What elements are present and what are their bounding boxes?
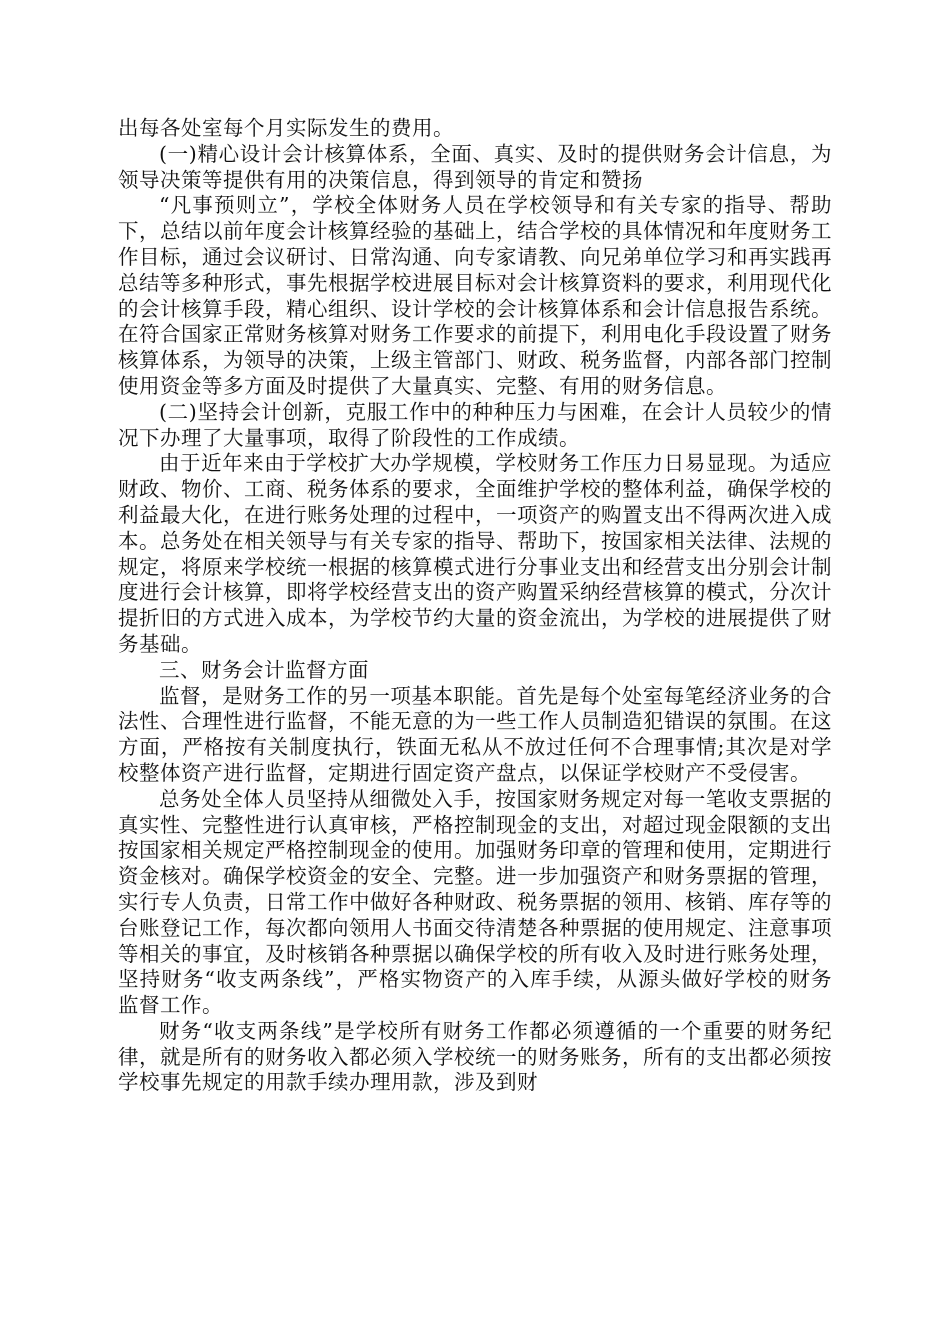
document-body	[118, 116, 832, 1096]
paragraph: 由于近年来由于学校扩大办学规模，学校财务工作压力日易显现。为适应财政、物价、工商、税务体系的要求，全面维护学校的整体利益，确保学校的利益最大化，在进行账务处理的过程中，一项资产的购置支出不得两次进入成本。总务处在相关领导与有关专家的指导、帮助下，按国家相关法律、法规的规定，将原来学校统一根据的核算模式进行分事业支出和经营支出分别会计制度进行会计核算，即将学校经营支出的资产购置采纳经营核算的模式，分次计提折旧的方式进入成本，为学校节约大量的资金流出，为学校的进展提供了财务基础。	[118, 451, 832, 656]
paragraph: 监督，是财务工作的另一项基本职能。首先是每个处室每笔经济业务的合法性、合理性进行监督，不能无意的为一些工作人员制造犯错误的氛围。在这方面，严格按有关制度执行，铁面无私从不放过任何不合理事情;其次是对学校整体资产进行监督，定期进行固定资产盘点，以保证学校财产不受侵害。	[118, 683, 832, 785]
paragraph: (二)坚持会计创新，克服工作中的种种压力与困难，在会计人员较少的情况下办理了大量事项，取得了阶段性的工作成绩。	[118, 399, 832, 450]
paragraph: 财务“收支两条线”是学校所有财务工作都必须遵循的一个重要的财务纪律，就是所有的财务收入都必须入学校统一的财务账务，所有的支出都必须按学校事先规定的用款手续办理用款，涉及到财	[118, 1018, 832, 1095]
section-heading: 三、财务会计监督方面	[159, 657, 369, 682]
paragraph: 出每各处室每个月实际发生的费用。	[118, 116, 454, 140]
paragraph: 总务处全体人员坚持从细微处入手，按国家财务规定对每一笔收支票据的真实性、完整性进行认真审核，严格控制现金的支出，对超过现金限额的支出按国家相关规定严格控制现金的使用。加强财务印章的管理和使用，定期进行资金核对。确保学校资金的安全、完整。进一步加强资产和财务票据的管理，实行专人负责，日常工作中做好各种财政、税务票据的领用、核销、库存等的台账登记工作，每次都向领用人书面交待清楚各种票据的使用规定、注意事项等相关的事宜，及时核销各种票据以确保学校的所有收入及时进行账务处理，坚持财务“收支两条线”，严格实物资产的入库手续，从源头做好学校的财务监督工作。	[118, 786, 832, 1018]
paragraph: “凡事预则立”，学校全体财务人员在学校领导和有关专家的指导、帮助下，总结以前年度会计核算经验的基础上，结合学校的具体情况和年度财务工作目标，通过会议研讨、日常沟通、向专家请教、向兄弟单位学习和再实践再总结等多种形式，事先根据学校进展目标对会计核算资料的要求，利用现代化的会计核算手段，精心组织、设计学校的会计核算体系和会计信息报告系统。在符合国家正常财务核算对财务工作要求的前提下，利用电化手段设置了财务核算体系，为领导的决策，上级主管部门、财政、税务监督，内部各部门控制使用资金等多方面及时提供了大量真实、完整、有用的财务信息。	[118, 193, 832, 398]
paragraph: (一)精心设计会计核算体系，全面、真实、及时的提供财务会计信息，为领导决策等提供有用的决策信息，得到领导的肯定和赞扬	[118, 141, 832, 192]
